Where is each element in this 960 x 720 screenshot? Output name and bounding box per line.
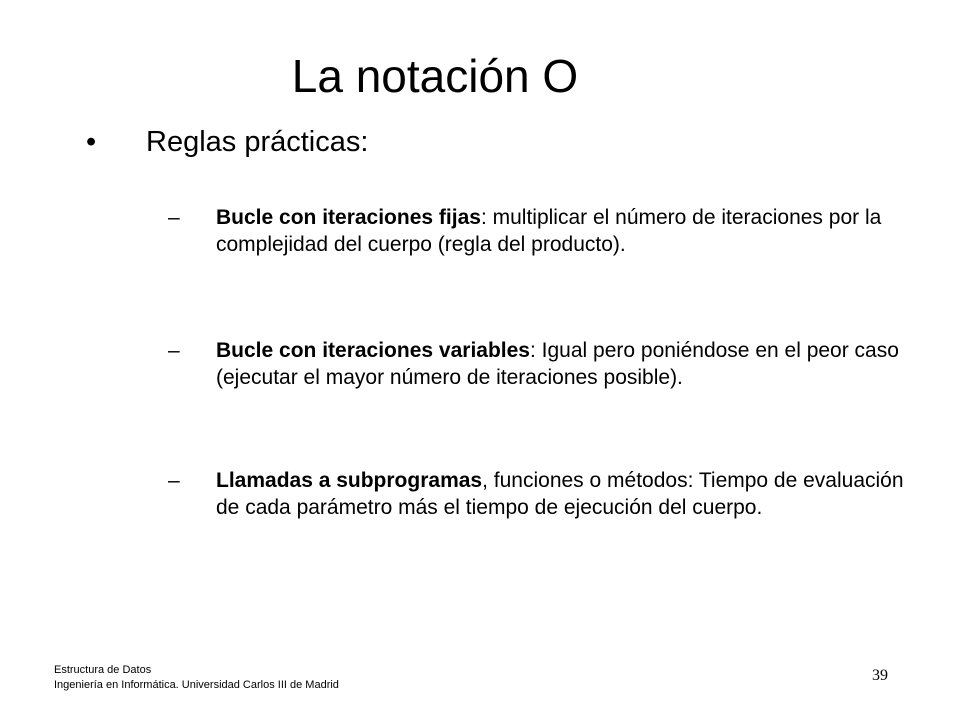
rule-term: Llamadas a subprogramas — [216, 469, 483, 492]
dash-icon: – — [168, 469, 180, 492]
rule-term: Bucle con iteraciones fijas — [216, 206, 481, 229]
footer-institution: Ingeniería en Informática. Universidad Carlos III de Madrid — [54, 679, 339, 691]
slide-footer — [54, 663, 339, 693]
main-point-text: Reglas prácticas: — [146, 126, 369, 158]
rule-text — [216, 204, 906, 258]
rule-description: : multiplicar el número de iteraciones por la complejidad del cuerpo (regla del producto). — [216, 206, 882, 256]
slide-title: La notación O — [291, 50, 579, 102]
rule-description: , funciones o métodos: Tiempo de evaluación de cada parámetro más el tiempo de ejecución del cuerpo. — [216, 469, 904, 519]
bullet-icon: • — [86, 126, 97, 158]
page-number: 39 — [872, 667, 888, 684]
rule-text — [216, 337, 906, 391]
dash-icon: – — [168, 206, 180, 229]
rule-description: : Igual pero poniéndose en el peor caso (ejecutar el mayor número de iteraciones posible). — [216, 339, 899, 389]
dash-icon: – — [168, 339, 180, 362]
footer-course: Estructura de Datos — [54, 664, 152, 676]
rule-text — [216, 467, 906, 521]
rule-term: Bucle con iteraciones variables — [216, 339, 530, 362]
